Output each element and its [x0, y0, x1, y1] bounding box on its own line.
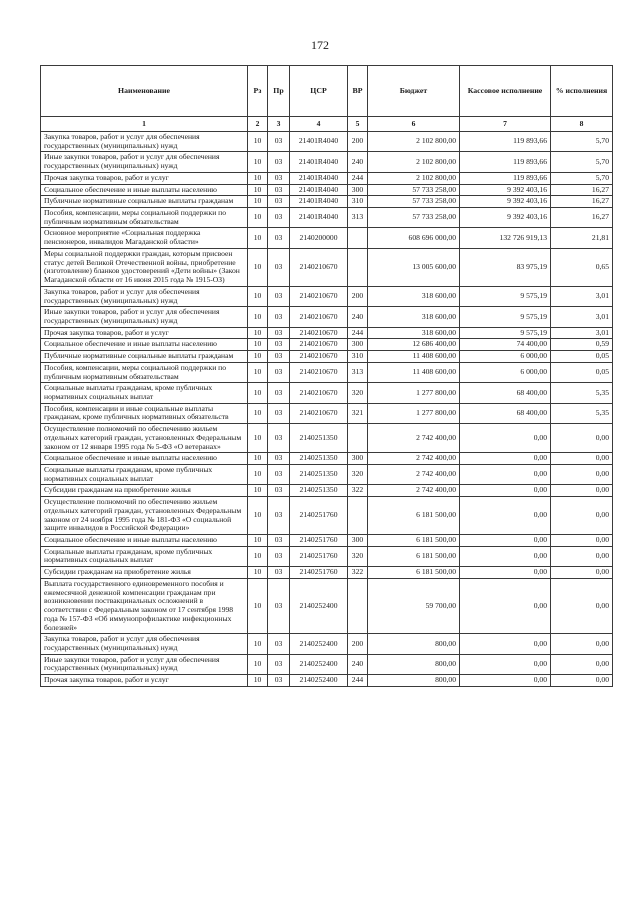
header-percent: % исполнения: [551, 66, 613, 117]
row-csr: 21401R4040: [290, 184, 348, 196]
row-vr: 200: [348, 132, 368, 152]
row-budget: 6 181 500,00: [368, 535, 460, 547]
row-cash: 83 975,19: [460, 248, 551, 286]
table-row: [41, 172, 613, 184]
header-csr: ЦСР: [290, 66, 348, 117]
row-vr: 200: [348, 286, 368, 306]
row-csr: 2140210670: [290, 248, 348, 286]
row-csr: 2140252400: [290, 578, 348, 633]
row-percent: 0,00: [551, 578, 613, 633]
row-budget: 2 742 400,00: [368, 453, 460, 465]
row-budget: 1 277 800,00: [368, 403, 460, 423]
row-pr: 03: [268, 184, 290, 196]
table-row: [41, 184, 613, 196]
row-percent: 5,70: [551, 132, 613, 152]
row-percent: 0,00: [551, 634, 613, 654]
row-cash: 0,00: [460, 634, 551, 654]
row-name: Пособия, компенсации и иные социальные выплаты гражданам, кроме публичных нормативных обязательств: [41, 403, 248, 423]
row-rz: 10: [248, 172, 268, 184]
row-percent: 5,35: [551, 403, 613, 423]
row-pr: 03: [268, 228, 290, 248]
header-name: Наименование: [41, 66, 248, 117]
row-pr: 03: [268, 675, 290, 687]
column-number: 1: [41, 117, 248, 132]
column-number: 7: [460, 117, 551, 132]
row-csr: 2140210670: [290, 403, 348, 423]
row-percent: 16,27: [551, 184, 613, 196]
table-row: [41, 654, 613, 674]
table-row: [41, 248, 613, 286]
row-vr: 320: [348, 383, 368, 403]
row-percent: 0,00: [551, 535, 613, 547]
row-csr: 2140251760: [290, 535, 348, 547]
row-budget: 2 102 800,00: [368, 132, 460, 152]
column-number: 8: [551, 117, 613, 132]
row-cash: 9 575,19: [460, 286, 551, 306]
row-rz: 10: [248, 362, 268, 382]
row-cash: 0,00: [460, 465, 551, 485]
table-row: [41, 228, 613, 248]
row-csr: 21401R4040: [290, 172, 348, 184]
row-csr: 2140210670: [290, 307, 348, 327]
row-pr: 03: [268, 578, 290, 633]
row-budget: 6 181 500,00: [368, 567, 460, 579]
column-number: 5: [348, 117, 368, 132]
table-row: [41, 152, 613, 172]
row-rz: 10: [248, 567, 268, 579]
row-budget: 318 600,00: [368, 307, 460, 327]
row-csr: 2140210670: [290, 286, 348, 306]
header-row: [41, 66, 613, 117]
row-csr: 2140251350: [290, 485, 348, 497]
row-pr: 03: [268, 567, 290, 579]
row-pr: 03: [268, 497, 290, 535]
row-budget: 608 696 000,00: [368, 228, 460, 248]
table-row: [41, 634, 613, 654]
row-name: Субсидии гражданам на приобретение жилья: [41, 485, 248, 497]
row-vr: [348, 424, 368, 453]
row-name: Пособия, компенсации, меры социальной поддержки по публичным нормативным обязательствам: [41, 208, 248, 228]
row-percent: 0,00: [551, 546, 613, 566]
row-budget: 2 742 400,00: [368, 485, 460, 497]
table-row: [41, 362, 613, 382]
row-name: Прочая закупка товаров, работ и услуг: [41, 327, 248, 339]
row-vr: 244: [348, 675, 368, 687]
row-rz: 10: [248, 654, 268, 674]
row-percent: 0,00: [551, 497, 613, 535]
row-pr: 03: [268, 248, 290, 286]
row-budget: 318 600,00: [368, 327, 460, 339]
row-vr: 313: [348, 362, 368, 382]
row-cash: 9 575,19: [460, 307, 551, 327]
row-cash: 6 000,00: [460, 351, 551, 363]
row-name: Социальные выплаты гражданам, кроме публичных нормативных социальных выплат: [41, 465, 248, 485]
table-row: [41, 485, 613, 497]
row-pr: 03: [268, 535, 290, 547]
row-cash: 9 575,19: [460, 327, 551, 339]
row-vr: 240: [348, 152, 368, 172]
row-pr: 03: [268, 286, 290, 306]
row-name: Иные закупки товаров, работ и услуг для обеспечения государственных (муниципальных) нужд: [41, 152, 248, 172]
row-rz: 10: [248, 634, 268, 654]
row-rz: 10: [248, 339, 268, 351]
row-vr: 321: [348, 403, 368, 423]
row-vr: [348, 578, 368, 633]
row-vr: 322: [348, 485, 368, 497]
row-cash: 6 000,00: [460, 362, 551, 382]
row-cash: 0,00: [460, 675, 551, 687]
table-row: [41, 535, 613, 547]
row-cash: 0,00: [460, 546, 551, 566]
row-rz: 10: [248, 307, 268, 327]
row-csr: 21401R4040: [290, 152, 348, 172]
row-name: Основное мероприятие «Социальная поддержка пенсионеров, инвалидов Магаданской области»: [41, 228, 248, 248]
row-budget: 800,00: [368, 654, 460, 674]
row-name: Закупка товаров, работ и услуг для обеспечения государственных (муниципальных) нужд: [41, 132, 248, 152]
row-vr: 200: [348, 634, 368, 654]
row-vr: 313: [348, 208, 368, 228]
column-number: 3: [268, 117, 290, 132]
row-cash: 74 400,00: [460, 339, 551, 351]
row-rz: 10: [248, 228, 268, 248]
row-vr: 310: [348, 196, 368, 208]
row-csr: 2140200000: [290, 228, 348, 248]
header-budget: Бюджет: [368, 66, 460, 117]
row-csr: 2140251760: [290, 497, 348, 535]
row-cash: 9 392 403,16: [460, 184, 551, 196]
table-row: [41, 286, 613, 306]
row-vr: 300: [348, 339, 368, 351]
row-pr: 03: [268, 132, 290, 152]
row-budget: 6 181 500,00: [368, 497, 460, 535]
table-row: [41, 339, 613, 351]
row-csr: 21401R4040: [290, 196, 348, 208]
row-rz: 10: [248, 497, 268, 535]
row-pr: 03: [268, 654, 290, 674]
row-name: Прочая закупка товаров, работ и услуг: [41, 172, 248, 184]
row-percent: 0,59: [551, 339, 613, 351]
row-budget: 11 408 600,00: [368, 362, 460, 382]
row-cash: 68 400,00: [460, 383, 551, 403]
row-cash: 0,00: [460, 424, 551, 453]
row-vr: 244: [348, 172, 368, 184]
table-row: [41, 675, 613, 687]
row-budget: 318 600,00: [368, 286, 460, 306]
row-budget: 2 102 800,00: [368, 152, 460, 172]
row-rz: 10: [248, 351, 268, 363]
row-vr: 310: [348, 351, 368, 363]
row-csr: 2140251350: [290, 424, 348, 453]
row-pr: 03: [268, 339, 290, 351]
row-percent: 0,00: [551, 465, 613, 485]
row-cash: 0,00: [460, 535, 551, 547]
row-percent: 16,27: [551, 196, 613, 208]
page-number: 172: [311, 38, 329, 52]
row-cash: 119 893,66: [460, 172, 551, 184]
row-budget: 1 277 800,00: [368, 383, 460, 403]
table-row: [41, 578, 613, 633]
row-vr: 300: [348, 184, 368, 196]
row-rz: 10: [248, 132, 268, 152]
row-percent: 3,01: [551, 286, 613, 306]
table-row: [41, 424, 613, 453]
row-budget: 59 700,00: [368, 578, 460, 633]
row-csr: 21401R4040: [290, 132, 348, 152]
table-row: [41, 465, 613, 485]
row-name: Закупка товаров, работ и услуг для обеспечения государственных (муниципальных) нужд: [41, 634, 248, 654]
row-pr: 03: [268, 546, 290, 566]
table-row: [41, 132, 613, 152]
row-budget: 57 733 258,00: [368, 208, 460, 228]
row-percent: 5,35: [551, 383, 613, 403]
row-pr: 03: [268, 196, 290, 208]
row-name: Субсидии гражданам на приобретение жилья: [41, 567, 248, 579]
row-csr: 2140251760: [290, 567, 348, 579]
row-rz: 10: [248, 675, 268, 687]
header-rz: Рз: [248, 66, 268, 117]
row-name: Меры социальной поддержки граждан, которым присвоен статус детей Великой Отечественной войны, приобретение (изготовление) бланков удостоверений «Дети войны» (Закон Магаданской области от 16 июня 2015 года № 1915-ОЗ): [41, 248, 248, 286]
row-vr: 244: [348, 327, 368, 339]
row-cash: 0,00: [460, 497, 551, 535]
row-name: Социальные выплаты гражданам, кроме публичных нормативных социальных выплат: [41, 383, 248, 403]
row-cash: 0,00: [460, 453, 551, 465]
row-vr: [348, 497, 368, 535]
row-pr: 03: [268, 172, 290, 184]
table-row: [41, 307, 613, 327]
row-cash: 0,00: [460, 654, 551, 674]
row-rz: 10: [248, 465, 268, 485]
row-budget: 11 408 600,00: [368, 351, 460, 363]
row-vr: 322: [348, 567, 368, 579]
row-name: Выплата государственного единовременного пособия и ежемесячной денежной компенсации гражданам при возникновении поствакцинальных осложнений в соответствии с Федеральным законом от 17 сентября 1998 года № 157-ФЗ «Об иммунопрофилактике инфекционных болезней»: [41, 578, 248, 633]
row-name: Социальное обеспечение и иные выплаты населению: [41, 184, 248, 196]
row-csr: 2140252400: [290, 634, 348, 654]
column-number: 6: [368, 117, 460, 132]
row-csr: 2140252400: [290, 654, 348, 674]
table-row: [41, 208, 613, 228]
row-percent: 0,00: [551, 654, 613, 674]
row-name: Социальное обеспечение и иные выплаты населению: [41, 535, 248, 547]
row-cash: 0,00: [460, 578, 551, 633]
column-number: 4: [290, 117, 348, 132]
row-rz: 10: [248, 546, 268, 566]
table-row: [41, 383, 613, 403]
row-vr: 240: [348, 654, 368, 674]
row-rz: 10: [248, 327, 268, 339]
row-budget: 2 102 800,00: [368, 172, 460, 184]
row-percent: 3,01: [551, 327, 613, 339]
table-row: [41, 327, 613, 339]
header-cash: Кассовое исполнение: [460, 66, 551, 117]
row-percent: 0,00: [551, 453, 613, 465]
table-row: [41, 453, 613, 465]
row-pr: 03: [268, 351, 290, 363]
row-rz: 10: [248, 196, 268, 208]
row-percent: 0,05: [551, 351, 613, 363]
header-vr: ВР: [348, 66, 368, 117]
row-percent: 5,70: [551, 152, 613, 172]
row-vr: 320: [348, 465, 368, 485]
row-cash: 119 893,66: [460, 152, 551, 172]
row-rz: 10: [248, 403, 268, 423]
row-csr: 2140210670: [290, 327, 348, 339]
row-rz: 10: [248, 248, 268, 286]
row-percent: 0,00: [551, 485, 613, 497]
row-budget: 57 733 258,00: [368, 184, 460, 196]
row-pr: 03: [268, 307, 290, 327]
row-rz: 10: [248, 453, 268, 465]
row-name: Публичные нормативные социальные выплаты гражданам: [41, 351, 248, 363]
row-percent: 0,65: [551, 248, 613, 286]
row-pr: 03: [268, 424, 290, 453]
column-number: 2: [248, 117, 268, 132]
row-pr: 03: [268, 403, 290, 423]
row-pr: 03: [268, 485, 290, 497]
row-name: Публичные нормативные социальные выплаты гражданам: [41, 196, 248, 208]
row-percent: 21,81: [551, 228, 613, 248]
row-vr: 240: [348, 307, 368, 327]
row-budget: 2 742 400,00: [368, 424, 460, 453]
budget-table: [40, 65, 613, 687]
row-name: Социальные выплаты гражданам, кроме публичных нормативных социальных выплат: [41, 546, 248, 566]
row-csr: 2140252400: [290, 675, 348, 687]
table-row: [41, 403, 613, 423]
row-csr: 2140251350: [290, 465, 348, 485]
table-row: [41, 567, 613, 579]
row-budget: 800,00: [368, 675, 460, 687]
row-budget: 800,00: [368, 634, 460, 654]
row-csr: 21401R4040: [290, 208, 348, 228]
row-rz: 10: [248, 535, 268, 547]
row-cash: 9 392 403,16: [460, 208, 551, 228]
table-row: [41, 351, 613, 363]
row-name: Социальное обеспечение и иные выплаты населению: [41, 453, 248, 465]
row-rz: 10: [248, 424, 268, 453]
table-row: [41, 546, 613, 566]
row-pr: 03: [268, 152, 290, 172]
row-csr: 2140210670: [290, 351, 348, 363]
row-vr: 300: [348, 535, 368, 547]
row-rz: 10: [248, 578, 268, 633]
header-pr: Пр: [268, 66, 290, 117]
row-cash: 0,00: [460, 485, 551, 497]
table-body: [41, 132, 613, 687]
column-number-row: [41, 117, 613, 132]
row-budget: 6 181 500,00: [368, 546, 460, 566]
row-pr: 03: [268, 465, 290, 485]
row-name: Пособия, компенсации, меры социальной поддержки по публичным нормативным обязательствам: [41, 362, 248, 382]
row-pr: 03: [268, 383, 290, 403]
row-cash: 132 726 919,13: [460, 228, 551, 248]
row-pr: 03: [268, 453, 290, 465]
row-percent: 0,00: [551, 567, 613, 579]
row-rz: 10: [248, 383, 268, 403]
row-csr: 2140210670: [290, 362, 348, 382]
row-cash: 0,00: [460, 567, 551, 579]
row-csr: 2140210670: [290, 339, 348, 351]
row-vr: [348, 248, 368, 286]
row-percent: 0,00: [551, 424, 613, 453]
row-csr: 2140251760: [290, 546, 348, 566]
row-budget: 12 686 400,00: [368, 339, 460, 351]
row-rz: 10: [248, 152, 268, 172]
row-name: Иные закупки товаров, работ и услуг для обеспечения государственных (муниципальных) нужд: [41, 307, 248, 327]
row-vr: [348, 228, 368, 248]
row-percent: 0,05: [551, 362, 613, 382]
table-row: [41, 196, 613, 208]
row-csr: 2140210670: [290, 383, 348, 403]
row-name: Закупка товаров, работ и услуг для обеспечения государственных (муниципальных) нужд: [41, 286, 248, 306]
row-name: Осуществление полномочий по обеспечению жильем отдельных категорий граждан, установленных Федеральным законом от 24 ноября 1995 года № 181-ФЗ «О социальной защите инвалидов в Российской Федерации»: [41, 497, 248, 535]
row-percent: 0,00: [551, 675, 613, 687]
row-cash: 119 893,66: [460, 132, 551, 152]
row-budget: 2 742 400,00: [368, 465, 460, 485]
row-pr: 03: [268, 327, 290, 339]
row-pr: 03: [268, 634, 290, 654]
row-rz: 10: [248, 485, 268, 497]
row-percent: 16,27: [551, 208, 613, 228]
row-pr: 03: [268, 208, 290, 228]
row-csr: 2140251350: [290, 453, 348, 465]
row-budget: 57 733 258,00: [368, 196, 460, 208]
row-rz: 10: [248, 208, 268, 228]
row-vr: 320: [348, 546, 368, 566]
row-vr: 300: [348, 453, 368, 465]
row-cash: 9 392 403,16: [460, 196, 551, 208]
row-percent: 5,70: [551, 172, 613, 184]
row-pr: 03: [268, 362, 290, 382]
row-rz: 10: [248, 184, 268, 196]
table-row: [41, 497, 613, 535]
row-budget: 13 005 600,00: [368, 248, 460, 286]
row-name: Иные закупки товаров, работ и услуг для обеспечения государственных (муниципальных) нужд: [41, 654, 248, 674]
row-rz: 10: [248, 286, 268, 306]
row-name: Прочая закупка товаров, работ и услуг: [41, 675, 248, 687]
row-name: Осуществление полномочий по обеспечению жильем отдельных категорий граждан, установленных Федеральным законом от 12 января 1995 года № 5-ФЗ «О ветеранах»: [41, 424, 248, 453]
row-cash: 68 400,00: [460, 403, 551, 423]
row-name: Социальное обеспечение и иные выплаты населению: [41, 339, 248, 351]
row-percent: 3,01: [551, 307, 613, 327]
